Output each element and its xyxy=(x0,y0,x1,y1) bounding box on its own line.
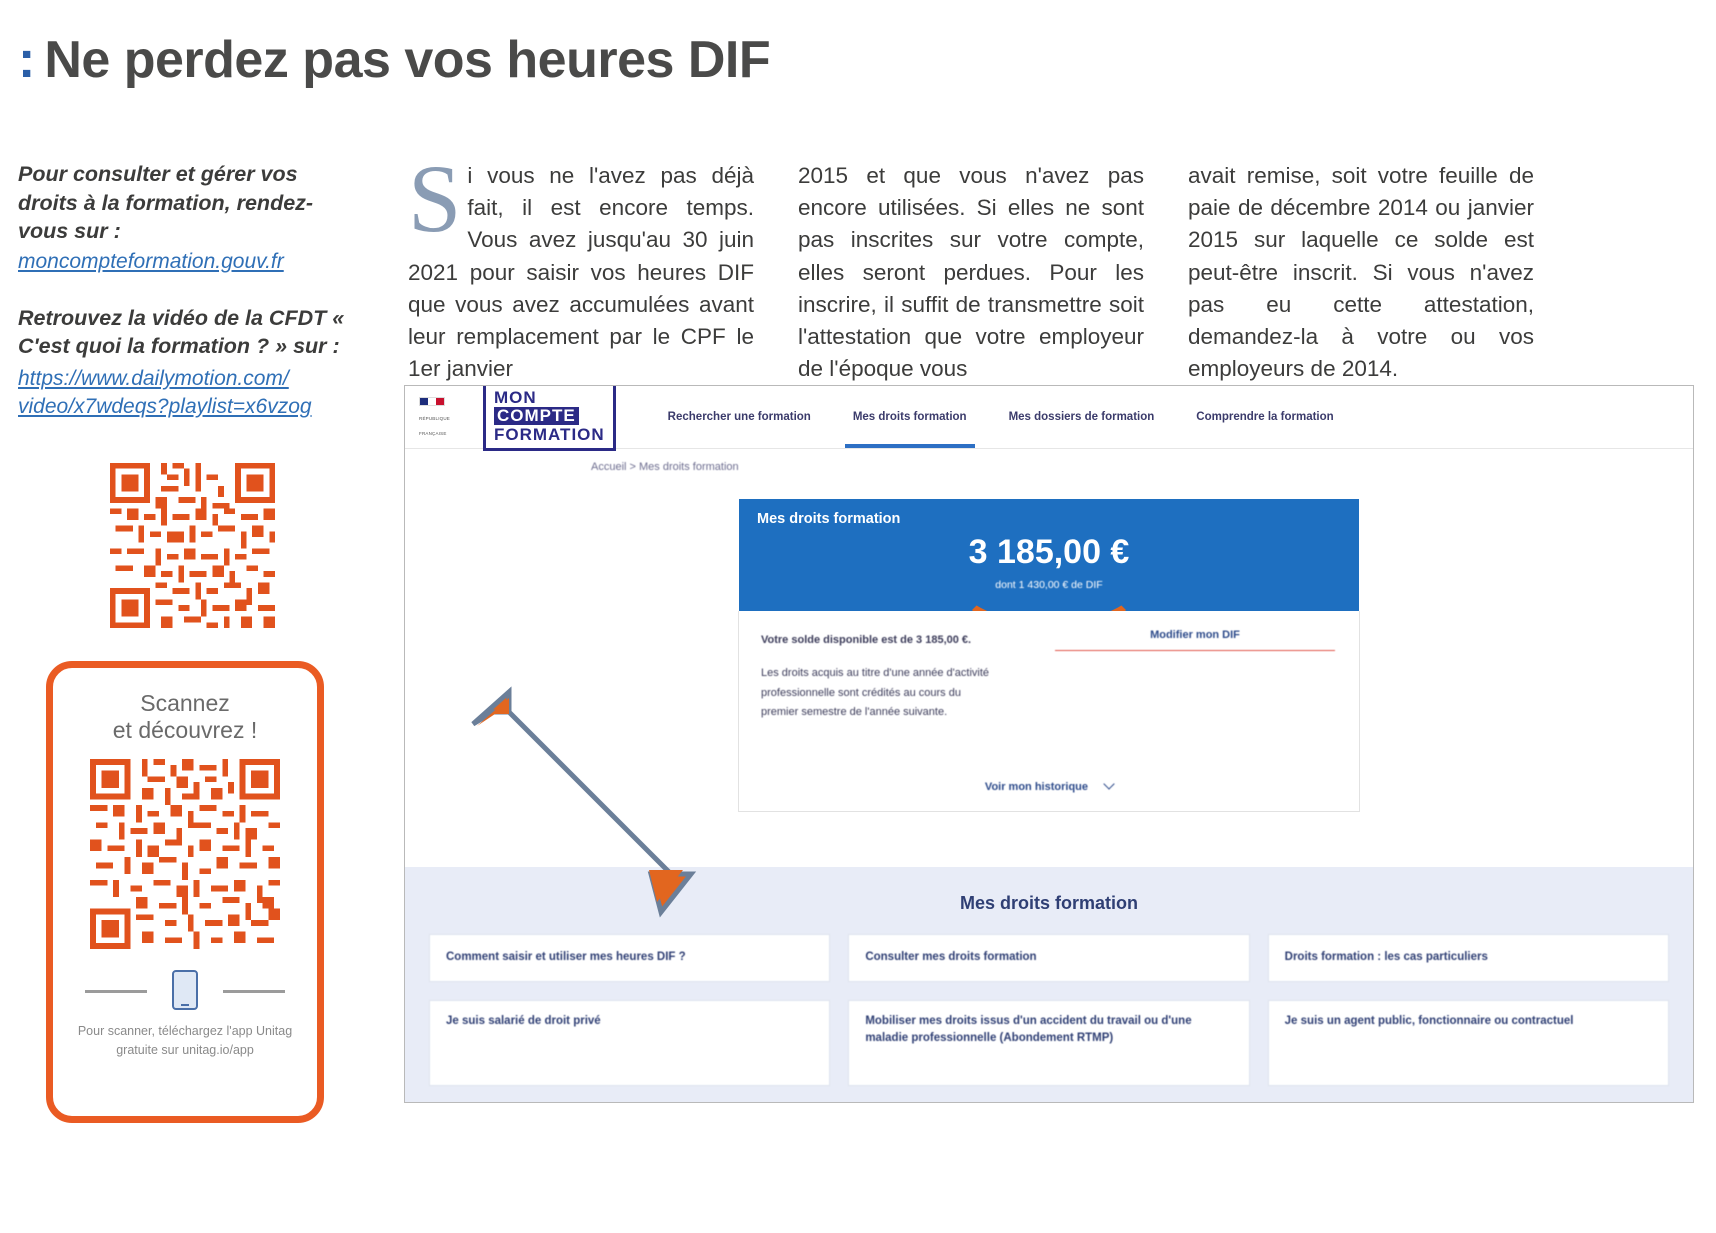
balance-line: Votre solde disponible est de 3 185,00 €. xyxy=(761,634,972,646)
article-paragraph-1: i vous ne l'avez pas déjà fait, il est encore temps. Vous avez jusqu'au 30 juin 2021 pour saisir vos heures DIF que vous avez accumulées avant leur remplacement par le CPF le 1er janvier xyxy=(408,163,754,382)
phone-divider xyxy=(85,970,285,1010)
scan-card-note xyxy=(53,1022,317,1060)
link-dailymotion-block xyxy=(18,365,358,421)
sidebar-lead-1: Pour consulter et gérer vos droits à la formation, rendez-vous sur : xyxy=(18,162,314,244)
scan-card-note-line1: Pour scanner, téléchargez l'app Unitag xyxy=(77,1023,293,1038)
article-column-3 xyxy=(1188,160,1534,385)
logo-line-formation: FORMATION xyxy=(494,424,605,444)
chevron-down-icon xyxy=(1103,778,1114,789)
rights-details-text xyxy=(761,631,1051,722)
info-line-1: Les droits acquis au titre d'une année d'activité xyxy=(761,667,990,680)
title-colon: : xyxy=(18,31,35,89)
breadcrumb[interactable]: Accueil > Mes droits formation xyxy=(591,461,739,473)
rights-card-title: Mes droits formation xyxy=(757,511,901,527)
sidebar xyxy=(18,160,358,1123)
scan-card xyxy=(46,661,324,1123)
moncompteformation-logo[interactable] xyxy=(483,385,616,451)
sidebar-lead-2: Retrouvez la vidéo de la CFDT « C'est quoi la formation ? » sur : xyxy=(18,305,345,359)
article-paragraph-3: avait remise, soit votre feuille de paie de décembre 2014 ou janvier 2015 sur laquelle ce solde est peut-être inscrit. Si vous n'avez pas eu cette attestation, demandez-la à votre ou vos employeurs de 2014. xyxy=(1188,163,1534,382)
page-title xyxy=(18,30,770,90)
title-text: Ne perdez pas vos heures DIF xyxy=(44,31,771,89)
tile-salarie-prive[interactable]: Je suis salarié de droit privé xyxy=(429,1000,830,1086)
rights-card-subtext: dont 1 430,00 € de DIF xyxy=(995,579,1103,591)
rights-links-title: Mes droits formation xyxy=(959,893,1138,913)
spacer xyxy=(18,276,358,304)
nav-item-mes-dossiers[interactable]: Mes dossiers de formation xyxy=(1008,411,1155,423)
article-column-1 xyxy=(408,145,754,385)
nav-item-rechercher[interactable]: Rechercher une formation xyxy=(667,411,811,423)
link-dailymotion-line2[interactable]: video/x7wdeqs?playlist=x6vzog xyxy=(18,394,312,418)
link-dailymotion-line1[interactable]: https://www.dailymotion.com/ xyxy=(18,366,289,390)
view-history-link[interactable] xyxy=(739,781,1359,793)
modify-dif-button[interactable]: Modifier mon DIF xyxy=(1055,629,1335,651)
view-history-label: Voir mon historique xyxy=(984,781,1088,793)
marianne-line2: FRANÇAISE xyxy=(419,431,447,437)
divider-rule-left xyxy=(85,990,147,993)
scan-card-line1: Scannez xyxy=(140,689,230,716)
rights-details-card xyxy=(738,611,1360,812)
rights-links-panel xyxy=(405,867,1693,1102)
scan-card-note-line2: gratuite sur unitag.io/app xyxy=(116,1042,254,1057)
info-line-2: professionnelle sont crédités au cours du xyxy=(761,686,961,699)
tile-dif-hours[interactable]: Comment saisir et utiliser mes heures DIF ? xyxy=(429,934,830,982)
qr-code-large xyxy=(90,759,280,949)
french-flag-icon xyxy=(419,397,445,406)
rights-card-amount: 3 185,00 € xyxy=(968,533,1130,571)
nav-item-mes-droits[interactable]: Mes droits formation xyxy=(853,386,967,448)
article-paragraph-2: 2015 et que vous n'avez pas encore utilisées. Si elles ne sont pas inscrites sur votre compte, elles seront perdues. Pour les inscrire, il suffit de transmettre soit l'attestation que votre employeur de l'époque vous xyxy=(798,163,1144,382)
marianne-line1: RÉPUBLIQUE xyxy=(419,415,451,421)
tile-cas-particuliers[interactable]: Droits formation : les cas particuliers xyxy=(1268,934,1669,982)
nav-item-comprendre[interactable]: Comprendre la formation xyxy=(1196,411,1334,423)
divider-rule-right xyxy=(223,990,285,993)
qr-code-small xyxy=(110,463,275,628)
screenshot-figure xyxy=(404,385,1694,1103)
main-nav xyxy=(668,386,1334,448)
article-body xyxy=(408,145,1698,385)
logo-line-compte: COMPTE xyxy=(494,407,579,425)
link-moncompteformation[interactable]: moncompteformation.gouv.fr xyxy=(18,249,284,273)
article-column-2 xyxy=(798,160,1144,385)
scan-card-line2: et découvrez ! xyxy=(112,717,258,744)
rights-links-grid xyxy=(405,914,1693,1086)
logo-line-mon: MON xyxy=(494,388,537,408)
info-line-3: premier semestre de l'année suivante. xyxy=(761,705,948,718)
tile-agent-public[interactable]: Je suis un agent public, fonctionnaire ou contractuel xyxy=(1268,1000,1669,1086)
tile-consulter-droits[interactable]: Consulter mes droits formation xyxy=(848,934,1249,982)
site-header xyxy=(405,386,1693,449)
marianne-logo xyxy=(419,397,465,437)
drop-cap: S xyxy=(408,145,462,252)
tile-accident-travail[interactable]: Mobiliser mes droits issus d'un accident du travail ou d'une maladie professionnelle (Abondement RTMP) xyxy=(848,1000,1249,1086)
rights-summary-card xyxy=(739,499,1359,611)
mobile-phone-icon xyxy=(172,970,198,1010)
